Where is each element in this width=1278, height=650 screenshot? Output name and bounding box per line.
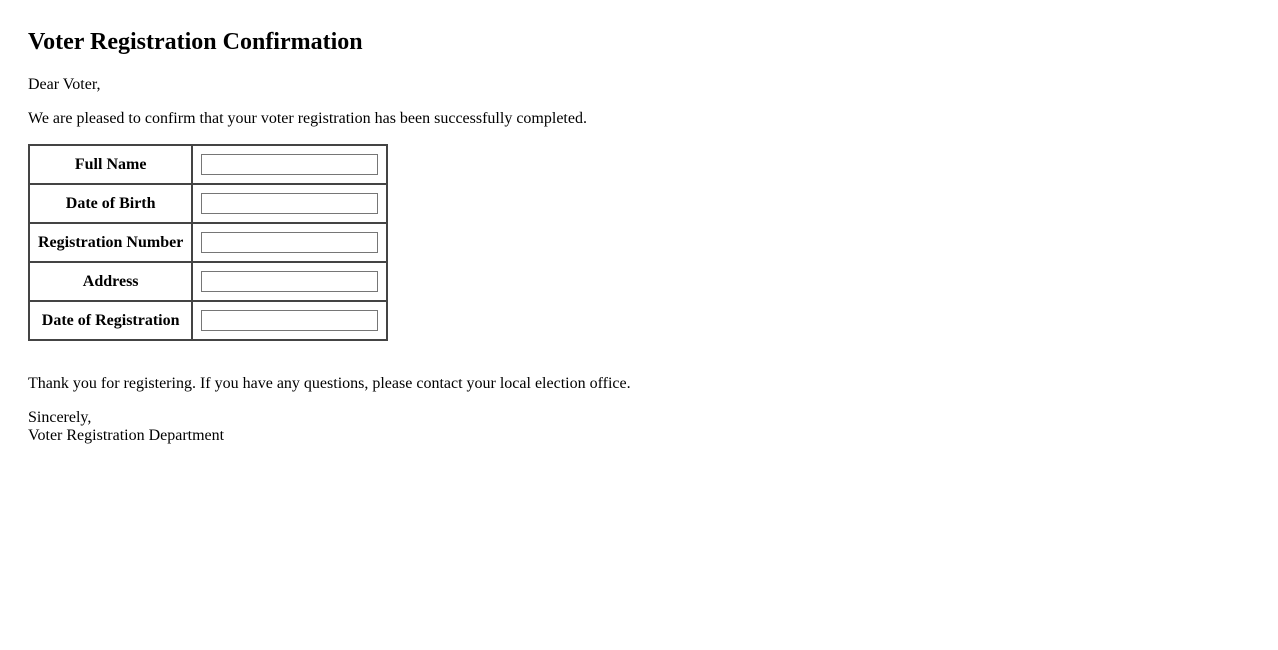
address-cell [192,262,387,301]
signoff-text: Sincerely, [28,409,92,426]
intro-text: We are pleased to confirm that your voter registration has been successfully completed. [28,110,587,127]
date-of-registration-cell [192,301,387,340]
address-input[interactable] [201,271,378,292]
registration-number-input[interactable] [201,232,378,253]
date-of-registration-label: Date of Registration [29,301,192,340]
address-label: Address [29,262,192,301]
table-row [29,301,387,340]
closing-text: Thank you for registering. If you have any questions, please contact your local election office. [28,375,631,392]
date-of-birth-input[interactable] [201,193,378,214]
registration-number-cell [192,223,387,262]
greeting-text: Dear Voter, [28,76,101,93]
table-row [29,184,387,223]
sender-name: Voter Registration Department [28,427,225,444]
table-row [29,223,387,262]
full-name-label: Full Name [29,145,192,184]
date-of-birth-cell [192,184,387,223]
table-row [29,262,387,301]
table-row [29,145,387,184]
registration-number-label: Registration Number [29,223,192,262]
date-of-registration-input[interactable] [201,310,378,331]
registration-details-table [28,144,388,341]
signature-block [28,409,1250,445]
full-name-cell [192,145,387,184]
page-title: Voter Registration Confirmation [28,29,363,55]
date-of-birth-label: Date of Birth [29,184,192,223]
full-name-input[interactable] [201,154,378,175]
